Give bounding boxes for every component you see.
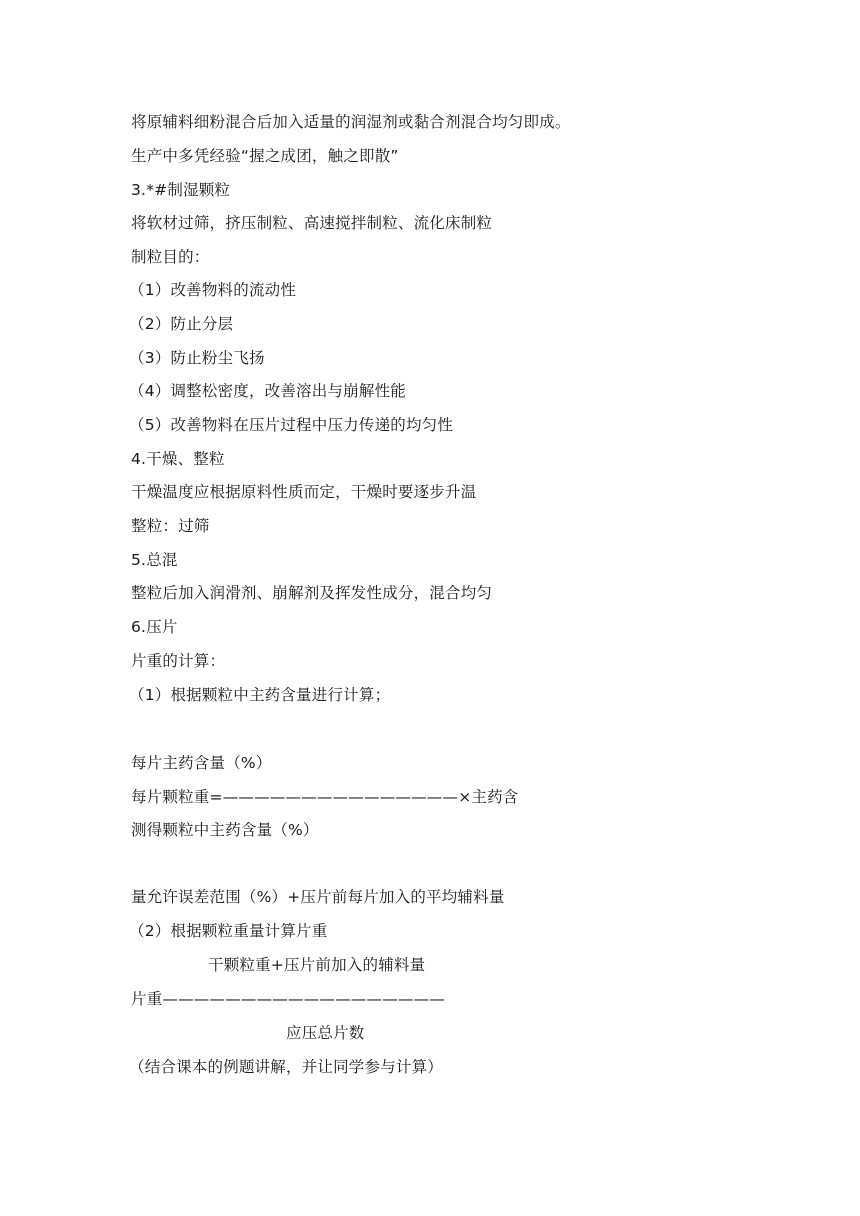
text-line: 干燥温度应根据原料性质而定，干燥时要逐步升温 [131,483,477,501]
formula-line: 每片颗粒重=———————————————×主药含 [131,788,519,806]
formula-numerator: 干颗粒重+压片前加入的辅料量 [208,956,426,974]
list-item: （5）改善物料在压片过程中压力传递的均匀性 [129,416,454,434]
section-heading: 6.压片 [131,618,178,636]
section-heading: 3.*#制湿颗粒 [131,181,231,199]
list-item: （2）防止分层 [129,315,234,333]
formula-denominator: 应压总片数 [286,1024,365,1042]
list-item: （2）根据颗粒重量计算片重 [129,922,328,940]
list-item: （1）根据颗粒中主药含量进行计算； [129,686,391,704]
formula-line: 每片主药含量（%） [131,754,272,772]
list-item: （3）防止粉尘飞扬 [129,349,265,367]
list-item: （1）改善物料的流动性 [129,281,297,299]
text-line: 整粒后加入润滑剂、崩解剂及挥发性成分，混合均匀 [131,584,493,602]
formula-line: 量允许误差范围（%）+压片前每片加入的平均辅料量 [131,888,505,906]
text-line: 制粒目的： [131,248,210,266]
text-line: 生产中多凭经验“握之成团，触之即散” [131,147,399,165]
text-line: 将原辅料细粉混合后加入适量的润湿剂或黏合剂混合均匀即成。 [131,113,571,131]
formula-line: 片重—————————————————— [131,990,446,1008]
text-line: 片重的计算： [131,652,226,670]
section-heading: 4.干燥、整粒 [131,450,225,468]
section-heading: 5.总混 [131,551,178,569]
text-line: 将软材过筛，挤压制粒、高速搅拌制粒、流化床制粒 [131,214,493,232]
list-item: （4）调整松密度，改善溶出与崩解性能 [129,382,406,400]
text-line: （结合课本的例题讲解，并让同学参与计算） [129,1058,444,1076]
formula-line: 测得颗粒中主药含量（%） [131,821,319,839]
text-line: 整粒：过筛 [131,517,210,535]
